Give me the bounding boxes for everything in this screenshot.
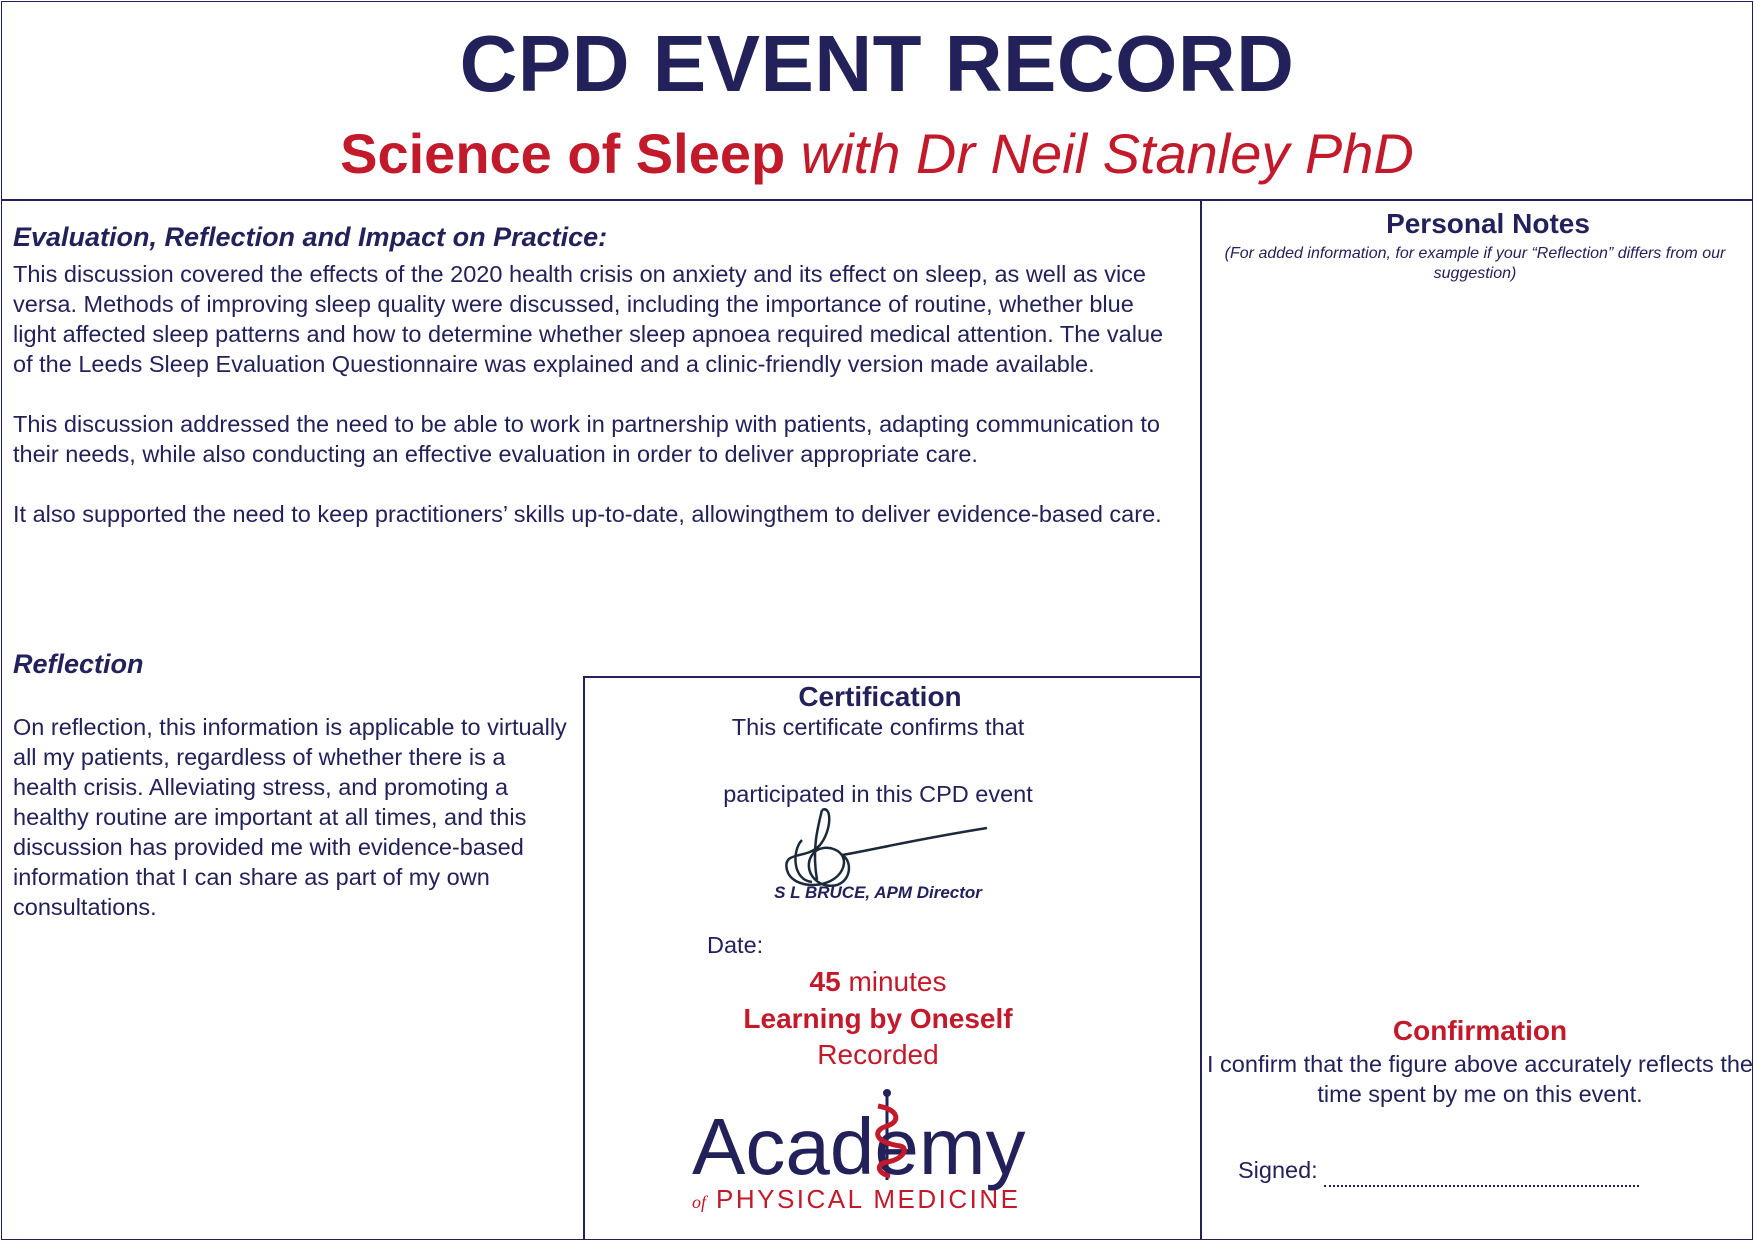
evaluation-body — [13, 259, 1183, 559]
duration-number: 45 — [809, 966, 841, 997]
page-subtitle — [0, 118, 1754, 190]
status-recorded: Recorded — [817, 1039, 939, 1070]
confirmation-heading: Confirmation — [1392, 1015, 1568, 1046]
duration-unit: minutes — [848, 966, 947, 997]
cert-box-left — [583, 676, 585, 1239]
logo-sub: PHYSICAL MEDICINE — [716, 1184, 1021, 1214]
duration — [583, 966, 1173, 998]
evaluation-paragraph: This discussion addressed the need to be able to work in partnership with patients, adapting communication to their needs, while also conducting an effective evaluation in order to deliver appropriate care. — [13, 411, 1160, 467]
certification-line1: This certificate confirms that — [731, 714, 1025, 740]
cert-box-top — [583, 676, 1202, 678]
page-title: CPD EVENT RECORD — [459, 19, 1295, 108]
evaluation-heading: Evaluation, Reflection and Impact on Practice: — [13, 222, 608, 252]
learning-type: Learning by Oneself — [743, 1003, 1013, 1034]
subtitle-presenter: with Dr Neil Stanley PhD — [800, 122, 1414, 185]
reflection-heading: Reflection — [13, 649, 144, 679]
signature-line[interactable] — [1324, 1185, 1639, 1187]
notes-subheading: (For added information, for example if your “Reflection” differs from our suggestion) — [1224, 245, 1726, 282]
signer-name: S L BRUCE, APM Director — [774, 883, 982, 902]
reflection-text: On reflection, this information is applicable to virtually all my patients, regardless of whether there is a health crisis. Alleviating stress, and promoting a healthy routine are important at all times, and this discussion has provided me with evidence-based information that I can share as part of my own consultations. — [13, 714, 567, 920]
certification-heading: Certification — [798, 681, 962, 712]
subtitle-topic: Science of Sleep — [340, 122, 786, 185]
certification-line2: participated in this CPD event — [723, 781, 1033, 807]
logo-main: Academy — [692, 1102, 1026, 1191]
header-divider — [1, 199, 1753, 201]
notes-heading: Personal Notes — [1386, 208, 1590, 239]
column-divider — [1200, 199, 1202, 1239]
confirmation-text: I confirm that the figure above accurately reflects the time spent by me on this event. — [1207, 1051, 1753, 1107]
logo-of: of — [692, 1192, 707, 1212]
date-label: Date: — [707, 932, 764, 958]
signed-label: Signed: — [1238, 1157, 1318, 1183]
evaluation-paragraph: This discussion covered the effects of the 2020 health crisis on anxiety and its effect on sleep, as well as vice versa. Methods of improving sleep quality were discussed, including the importance of routine, whether blue light affected sleep patterns and how to determine whether sleep apnoea required medical attention. The value of the Leeds Sleep Evaluation Questionnaire was explained and a clinic-friendly version made available. — [13, 261, 1164, 377]
academy-logo — [690, 1088, 1080, 1218]
evaluation-paragraph: It also supported the need to keep practitioners’ skills up-to-date, allowingthem to deliver evidence-based care. — [13, 501, 1162, 527]
